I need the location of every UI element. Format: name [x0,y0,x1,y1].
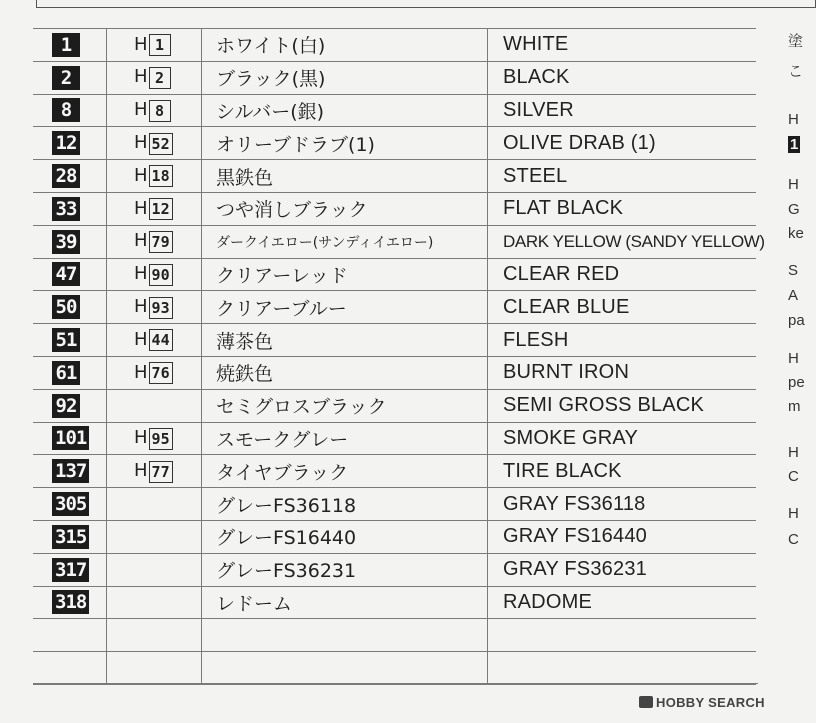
watermark [639,695,765,710]
h-code-cell [107,225,202,258]
table-row [33,520,756,553]
table-row [33,455,756,488]
h-code-cell [107,61,202,94]
h-code-badge: 8 [149,100,171,122]
color-number-badge: 28 [52,164,80,188]
h-code-cell [107,291,202,324]
side-text-4: H [788,176,799,193]
japanese-name-cell [202,619,488,652]
h-code-badge: 2 [149,67,171,89]
h-code-cell [107,586,202,619]
english-name-cell [488,291,757,324]
english-name-cell [488,258,757,291]
english-name-cell [488,61,757,94]
side-text-11: pe [788,374,805,391]
h-code-cell [107,324,202,357]
japanese-name: 薄茶色 [216,330,274,353]
table-row [33,127,756,160]
japanese-name-cell [202,324,488,357]
h-prefix: H [134,263,148,285]
h-prefix: H [134,361,148,383]
japanese-name-cell [202,29,488,62]
h-prefix: H [134,33,148,55]
color-number-cell [33,652,107,685]
color-number-cell [33,389,107,422]
english-name: BURNT IRON [503,361,630,384]
color-number-cell [33,586,107,619]
h-code-cell [107,160,202,193]
english-name: CLEAR BLUE [503,295,630,318]
color-number-cell [33,324,107,357]
english-name-cell [488,192,757,225]
japanese-name-cell [202,455,488,488]
color-number-badge: 92 [52,394,80,418]
table-row [33,488,756,521]
japanese-name: シルバー(銀) [216,100,325,123]
color-number-cell [33,127,107,160]
japanese-name-cell [202,488,488,521]
japanese-name: つや消しブラック [216,199,368,222]
table-row [33,225,756,258]
japanese-name-cell [202,94,488,127]
color-number-badge: 137 [52,459,89,483]
english-name-cell [488,127,757,160]
h-prefix: H [134,164,148,186]
h-code-badge: 93 [149,297,173,319]
watermark-text: HOBBY SEARCH [656,695,765,710]
h-code-cell [107,455,202,488]
side-text-14: C [788,468,799,485]
japanese-name-cell [202,652,488,685]
h-code-badge: 90 [149,264,173,286]
h-code-badge: 52 [149,133,173,155]
color-number-cell [33,356,107,389]
english-name: SMOKE GRAY [503,426,638,449]
japanese-name: セミグロスブラック [216,396,387,419]
japanese-name: スモークグレー [216,428,349,451]
color-number-cell [33,422,107,455]
english-name-cell [488,29,757,62]
color-number-badge: 50 [52,295,80,319]
color-number-cell [33,160,107,193]
english-name: SEMI GROSS BLACK [503,394,705,417]
bottom-rule [33,683,758,684]
japanese-name-cell [202,127,488,160]
english-name-cell [488,652,757,685]
table-row [33,160,756,193]
english-name-cell [488,356,757,389]
table-row [33,324,756,357]
h-prefix: H [134,296,148,318]
english-name: BLACK [503,66,570,89]
japanese-name: グレーFS16440 [216,527,357,550]
h-code-badge: 44 [149,329,173,351]
japanese-name: 焼鉄色 [216,363,274,386]
side-text-5: G [788,201,800,218]
h-code-cell [107,422,202,455]
japanese-name: ブラック(黒) [216,68,326,91]
h-code-cell [107,652,202,685]
color-number-cell [33,291,107,324]
english-name: GRAY FS36118 [503,492,646,515]
color-number-badge: 47 [52,262,80,286]
side-text-6: ke [788,225,804,242]
side-text-1: こ [788,63,804,80]
color-number-badge: 33 [52,197,80,221]
color-number-badge: 8 [52,98,80,122]
side-text-2: H [788,111,799,128]
color-number-badge: 39 [52,230,80,254]
color-number-badge: 101 [52,426,89,450]
table-row [33,619,756,652]
color-number-cell [33,488,107,521]
h-prefix: H [134,460,148,481]
japanese-name: グレーFS36118 [216,494,357,517]
english-name-cell [488,324,757,357]
english-name-cell [488,225,765,258]
japanese-name-cell [202,258,488,291]
table-row [33,652,756,685]
side-text-3: 1 [790,136,799,153]
watermark-logo-icon [639,696,653,708]
h-code-badge: 1 [149,34,171,56]
japanese-name: ホワイト(白) [216,35,326,58]
english-name-cell [488,586,757,619]
color-number-badge: 315 [52,525,89,549]
color-number-cell [33,455,107,488]
english-name-cell [488,488,757,521]
side-text-8: A [788,287,799,304]
color-number-badge: 317 [52,558,89,582]
color-number-badge: 2 [52,66,80,90]
h-code-cell [107,258,202,291]
side-text-9: pa [788,312,805,329]
h-code-badge: 79 [149,231,173,253]
table-row [33,586,756,619]
japanese-name: タイヤブラック [216,461,349,484]
japanese-name: クリアーブルー [216,297,347,320]
table-row [33,422,756,455]
h-code-cell [107,619,202,652]
japanese-name-cell [202,61,488,94]
h-code-cell [107,94,202,127]
color-number-cell [33,192,107,225]
english-name: TIRE BLACK [503,459,622,482]
top-frame [36,0,816,8]
japanese-name: 黒鉄色 [216,166,274,189]
japanese-name-cell [202,192,488,225]
english-name: CLEAR RED [503,262,620,285]
h-prefix: H [134,328,148,350]
table-row [33,61,756,94]
japanese-name: オリーブドラブ(1) [216,133,375,156]
english-name-cell [488,94,757,127]
h-code-cell [107,520,202,553]
japanese-name-cell [202,553,488,586]
english-name: DARK YELLOW (SANDY YELLOW) [503,231,765,251]
color-number-cell [33,553,107,586]
japanese-name: レドーム [216,592,293,615]
table-row [33,192,756,225]
english-name-cell [488,422,757,455]
english-name-cell [488,619,757,652]
h-prefix: H [134,66,148,88]
side-text-16: C [788,531,799,548]
h-code-cell [107,389,202,422]
h-code-badge: 77 [149,461,173,483]
color-number-badge: 305 [52,492,89,516]
japanese-name-cell [202,160,488,193]
h-code-badge: 95 [149,428,173,450]
table-row [33,356,756,389]
h-code-cell [107,356,202,389]
color-number-badge: 318 [52,590,89,614]
h-prefix: H [134,230,148,252]
english-name: RADOME [503,590,592,613]
side-text-10: H [788,350,799,367]
side-text-13: H [788,444,799,461]
color-number-cell [33,29,107,62]
japanese-name-cell [202,586,488,619]
h-code-badge: 18 [149,165,173,187]
h-prefix: H [134,197,148,219]
h-code-cell [107,488,202,521]
h-code-cell [107,29,202,62]
h-prefix: H [134,132,148,154]
japanese-name: グレーFS36231 [216,560,357,583]
h-code-cell [107,553,202,586]
japanese-name: ダークイエロー(サンディイエロー) [216,234,434,251]
color-number-cell [33,61,107,94]
japanese-name-cell [202,422,488,455]
english-name-cell [488,520,757,553]
color-number-badge: 61 [52,361,80,385]
english-name: WHITE [503,33,569,56]
color-number-cell [33,520,107,553]
h-code-badge: 76 [149,362,173,384]
color-number-badge: 12 [52,131,80,155]
english-name-cell [488,455,757,488]
table-row [33,553,756,586]
color-number-badge: 51 [52,328,80,352]
table-row [33,291,756,324]
h-prefix: H [134,427,148,449]
h-code-cell [107,192,202,225]
h-prefix: H [134,99,148,121]
side-text-15: H [788,505,799,522]
h-code-cell [107,127,202,160]
side-text-12: m [788,398,801,415]
english-name: SILVER [503,98,574,121]
english-name: OLIVE DRAB (1) [503,131,656,154]
color-number-cell [33,258,107,291]
japanese-name: クリアーレッド [216,264,348,287]
table-row [33,389,756,422]
english-name: GRAY FS16440 [503,525,647,548]
english-name-cell [488,553,757,586]
english-name: STEEL [503,164,568,187]
table-row [33,258,756,291]
japanese-name-cell [202,291,488,324]
english-name: FLESH [503,328,569,351]
table-row [33,29,756,62]
english-name: FLAT BLACK [503,197,624,220]
h-code-badge: 12 [149,198,173,220]
color-number-cell [33,94,107,127]
side-text-0: 塗 [788,33,804,50]
side-text-7: S [788,262,799,279]
english-name-cell [488,389,757,422]
color-number-cell [33,619,107,652]
color-number-badge: 1 [52,33,80,57]
english-name-cell [488,160,757,193]
english-name: GRAY FS36231 [503,558,647,581]
table-row [33,94,756,127]
japanese-name-cell [202,389,488,422]
japanese-name-cell [202,225,488,258]
color-number-cell [33,225,107,258]
japanese-name-cell [202,356,488,389]
japanese-name-cell [202,520,488,553]
paint-table [33,28,765,685]
